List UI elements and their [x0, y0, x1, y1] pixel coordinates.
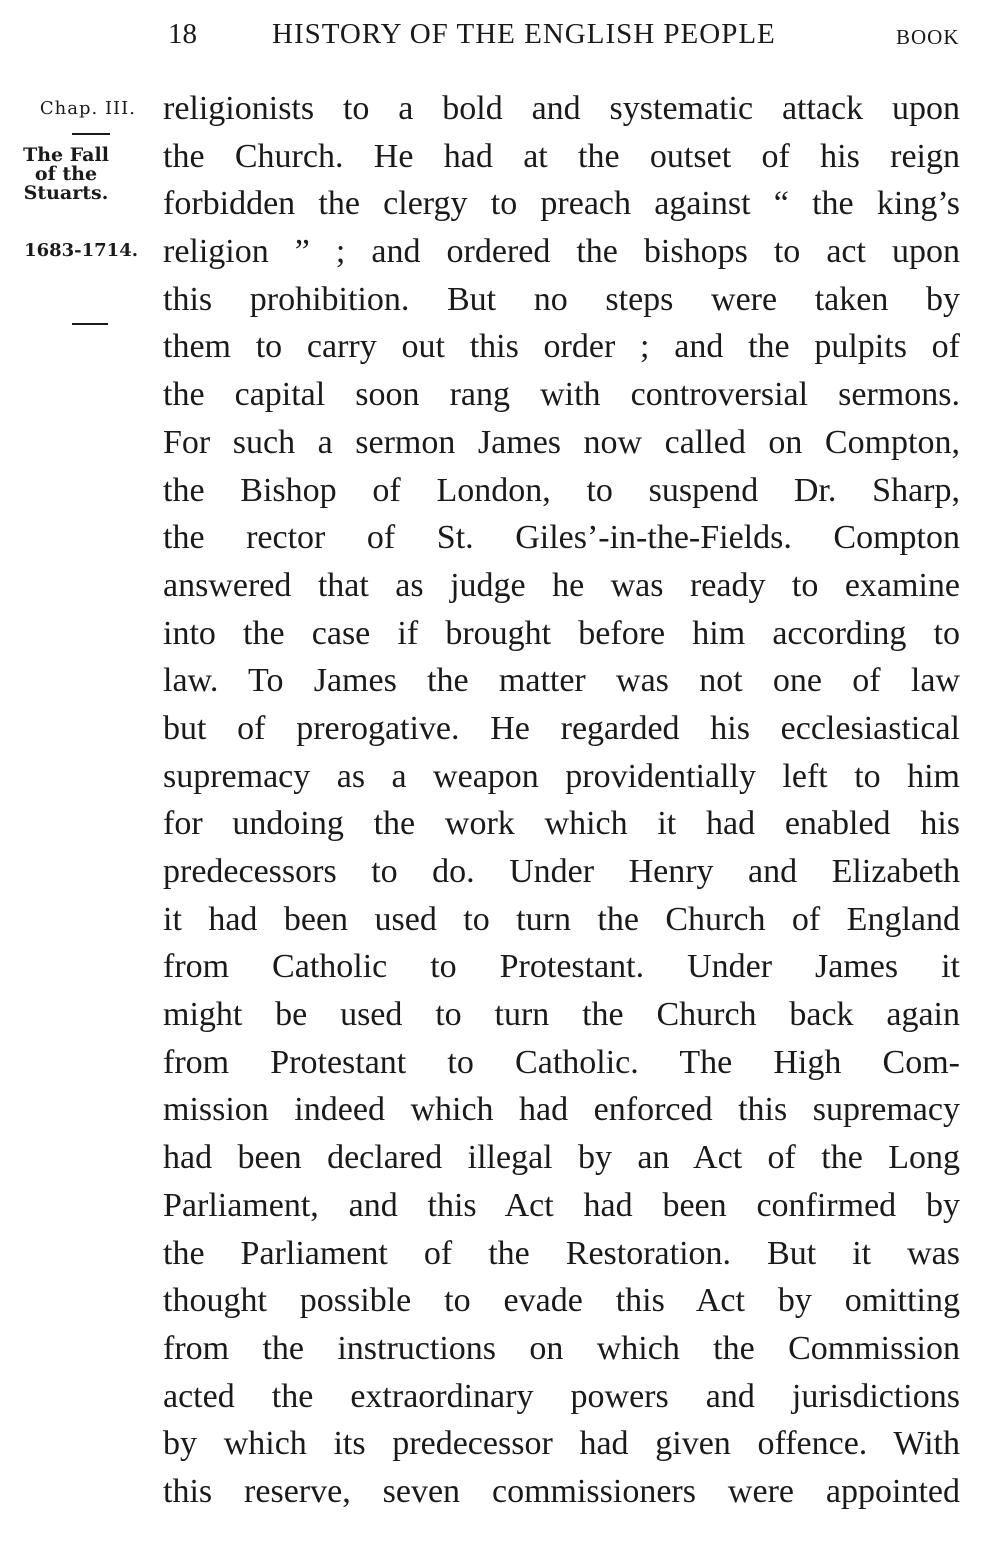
text-line: For such a sermon James now called on Compton, — [163, 423, 960, 461]
text-line: from Protestant to Catholic. The High Com- — [163, 1043, 960, 1081]
text-line: the capital soon rang with controversial sermons. — [163, 376, 960, 414]
text-line: the Bishop of London, to suspend Dr. Sharp, — [163, 471, 960, 509]
text-line: predecessors to do. Under Henry and Elizabeth — [163, 853, 960, 890]
text-line: supremacy as a weapon providentially left to him — [163, 757, 960, 795]
text-line: the rector of St. Giles’-in-the-Fields. Compton — [163, 519, 960, 557]
page-number: 18 — [168, 18, 197, 50]
text-line: from the instructions on which the Commission — [163, 1329, 960, 1367]
text-line: the Church. He had at the outset of his reign — [163, 137, 960, 175]
text-line: acted the extraordinary powers and jurisdictions — [163, 1377, 960, 1415]
text-line: answered that as judge he was ready to examine — [163, 566, 960, 604]
text-line: religion ” ; and ordered the bishops to act upon — [163, 233, 960, 271]
body-text — [163, 85, 960, 1516]
text-line: had been declared illegal by an Act of the Long — [163, 1139, 960, 1177]
text-line: Parliament, and this Act had been confirmed by — [163, 1186, 960, 1224]
text-line: this prohibition. But no steps were taken by — [163, 280, 960, 318]
text-line: the Parliament of the Restoration. But it was — [163, 1234, 960, 1272]
text-line: mission indeed which had enforced this supremacy — [163, 1091, 960, 1129]
text-line: them to carry out this order ; and the pulpits of — [163, 328, 960, 366]
chapter-label: Chap. III. — [39, 98, 136, 119]
text-line: but of prerogative. He regarded his ecclesiastical — [163, 709, 960, 747]
sidenote-subject-line: Stuarts. — [23, 182, 109, 204]
sidenote-subject — [0, 146, 136, 203]
text-line: this reserve, seven commissioners were appointed — [163, 1472, 960, 1510]
text-line: forbidden the clergy to preach against “ the king’s — [163, 185, 960, 223]
text-line: from Catholic to Protestant. Under James it — [163, 948, 960, 986]
text-line: thought possible to evade this Act by omitting — [163, 1282, 960, 1320]
page-header — [0, 16, 1000, 56]
sidenote-subject-line: of the — [34, 163, 98, 185]
text-line: it had been used to turn the Church of England — [163, 900, 960, 938]
text-line: law. To James the matter was not one of law — [163, 662, 960, 700]
text-line: by which its predecessor had given offence. With — [163, 1425, 960, 1463]
sidenote-rule — [72, 323, 108, 325]
text-line: might be used to turn the Church back again — [163, 996, 960, 1034]
text-line: religionists to a bold and systematic attack upon — [163, 90, 960, 127]
text-line: for undoing the work which it had enabled his — [163, 805, 960, 843]
sidenote-rule — [72, 133, 110, 135]
sidenote-subject-line: The Fall — [23, 144, 109, 166]
book-label: BOOK — [896, 25, 960, 49]
text-line: into the case if brought before him according to — [163, 614, 960, 652]
sidenote-dates: 1683-1714. — [24, 240, 138, 261]
running-title: HISTORY OF THE ENGLISH PEOPLE — [272, 18, 776, 50]
